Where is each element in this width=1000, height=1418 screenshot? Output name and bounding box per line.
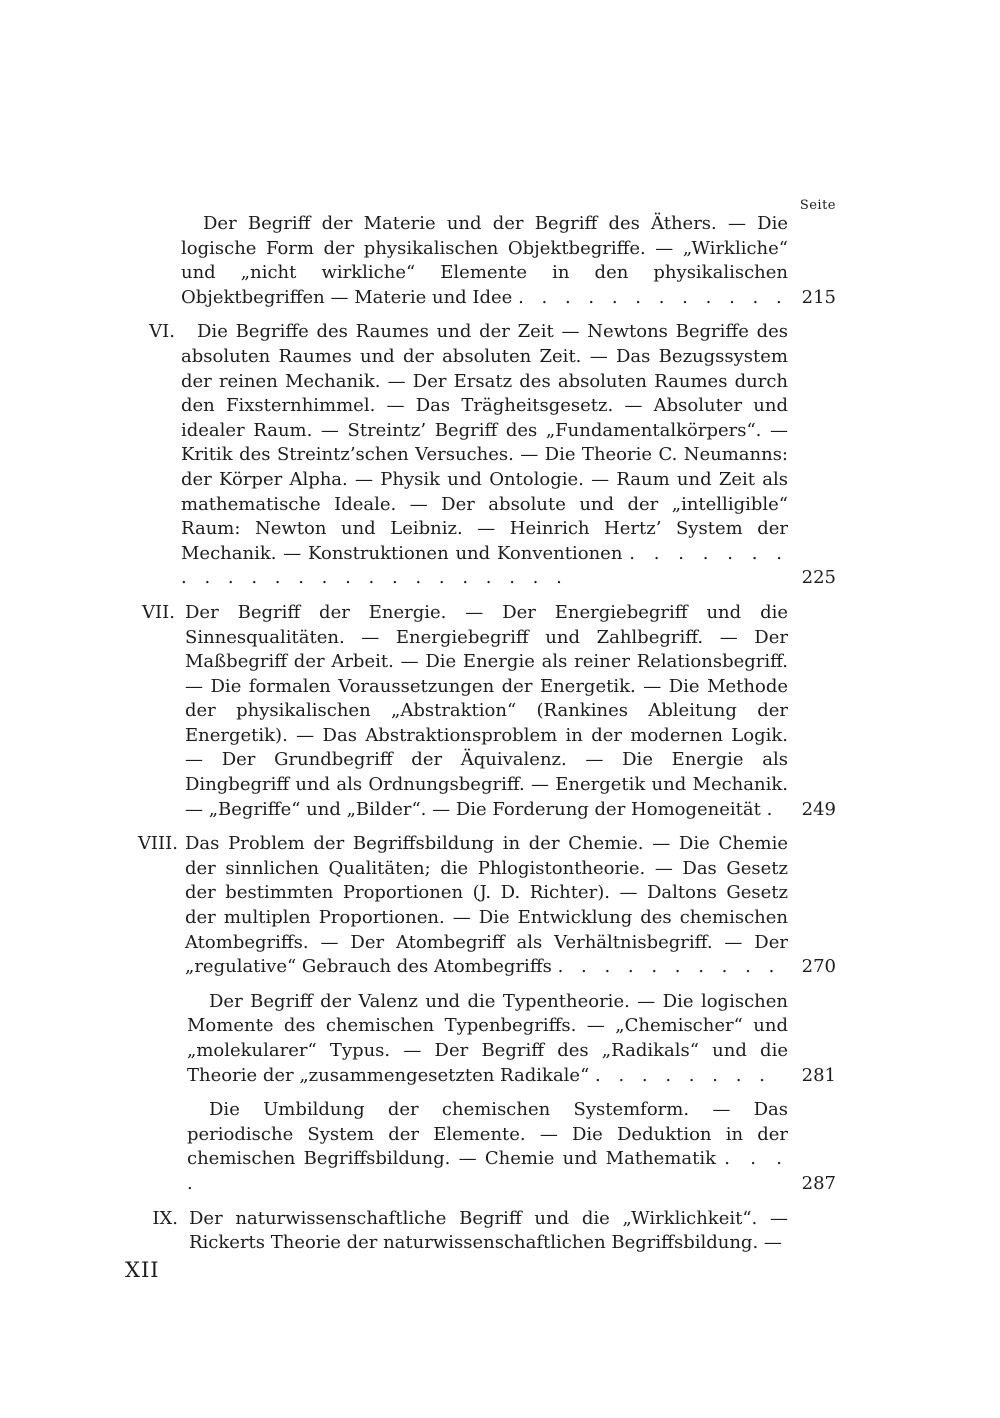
toc-entry-text: Die Umbildung der chemischen Systemform. — Das periodische System der Elemente. — Die Deduktion in der chemischen Begriffsbildung. — Chemie und Mathematik	[187, 1099, 788, 1170]
toc-entry	[0, 320, 1000, 591]
toc-leader-dots: . . . . . . . .	[595, 1064, 771, 1086]
toc-entry	[0, 601, 1000, 822]
toc-entry	[0, 990, 1000, 1088]
chapter-number: VI.	[149, 321, 175, 343]
toc-page-number: 287	[801, 1172, 836, 1194]
toc-leader-dots: . . . . . . . . . .	[557, 956, 781, 978]
toc-entry-text: Der Begriff der Valenz und die Typentheorie. — Die logischen Momente des chemischen Typenbegriffs. — „Chemischer“ und „molekularer“ Typus. — Der Begriff des „Radikals“ und die Theorie der „zusammengesetzten Radikale“	[187, 990, 788, 1086]
toc-leader-dots: .	[766, 798, 779, 820]
toc-entry-text: Die Begriffe des Raumes und der Zeit — Newtons Begriffe des absoluten Raumes und der absoluten Zeit. — Das Bezugssystem der reinen Mechanik. — Der Ersatz des absoluten Raumes durch den Fixsternhimmel. — Das Trägheitsgesetz. — Absoluter und idealer Raum. — Streintz’ Begriff des „Fundamentalkörpers“. — Kritik des Streintz’schen Versuches. — Die Theorie C. Neumanns: der Körper Alpha. — Physik und Ontologie. — Raum und Zeit als mathematische Ideale. — Der absolute und der „intelligible“ Raum: Newton und Leibniz. — Heinrich Hertz’ System der Mechanik. — Konstruktionen und Konventionen	[181, 321, 788, 564]
toc-entry-text: Der Begriff der Energie. — Der Energiebegriff und die Sinnesqualitäten. — Energiebegriff und Zahlbegriff. — Der Maßbegriff der Arbeit. — Die Energie als reiner Relationsbegriff. — Die formalen Voraussetzungen der Energetik. — Die Methode der physikalischen „Abstraktion“ (Rankines Ableitung der Energetik). — Das Abstraktionsproblem in der modernen Logik. — Der Grundbegriff der Äquivalenz. — Die Energie als Dingbegriff und als Ordnungsbegriff. — Energetik und Mechanik. — „Begriffe“ und „Bilder“. — Die Forderung der Homogeneität	[185, 601, 788, 820]
toc-entry-text: Das Problem der Begriffsbildung in der Chemie. — Die Chemie der sinnlichen Qualitäten; die Phlogistontheorie. — Das Gesetz der bestimmten Proportionen (J. D. Richter). — Daltons Gesetz der multiplen Proportionen. — Die Entwicklung des chemischen Atombegriffs. — Der Atombegriff als Verhältnisbegriff. — Der „regulative“ Gebrauch des Atombegriffs	[185, 833, 788, 978]
toc-leader-dots: . . . . . . . . . . . . . . . . . . . . . . . .	[181, 542, 788, 589]
table-of-contents	[0, 212, 1000, 1266]
chapter-number: VIII.	[137, 833, 178, 855]
toc-entry-text: Der Begriff der Materie und der Begriff des Äthers. — Die logische Form der physikalischen Objektbegriffe. — „Wirkliche“ und „nicht wirkliche“ Elemente in den physikalischen Objektbegriffen — Materie und Idee	[181, 213, 788, 308]
toc-leader-dots: . . . .	[187, 1148, 788, 1194]
toc-page-number: 281	[801, 1064, 836, 1086]
page-numeral: XII	[125, 1258, 160, 1282]
toc-page-number: 270	[801, 956, 836, 978]
toc-entry-text: Der naturwissenschaftliche Begriff und die „Wirklichkeit“. — Rickerts Theorie der naturwissenschaftlichen Begriffsbildung. —	[189, 1207, 788, 1254]
toc-leader-dots: . . . . . . . . . . . .	[518, 286, 788, 308]
chapter-number: IX.	[152, 1207, 178, 1229]
toc-page-number: 249	[801, 798, 836, 820]
chapter-number: VII.	[142, 601, 175, 623]
seite-column-label: Seite	[799, 198, 836, 213]
toc-page-number: 225	[801, 567, 836, 589]
toc-entry	[0, 1098, 1000, 1196]
toc-page-number: 215	[801, 286, 836, 308]
toc-entry	[0, 212, 1000, 310]
toc-entry	[0, 832, 1000, 980]
toc-entry	[0, 1207, 1000, 1256]
